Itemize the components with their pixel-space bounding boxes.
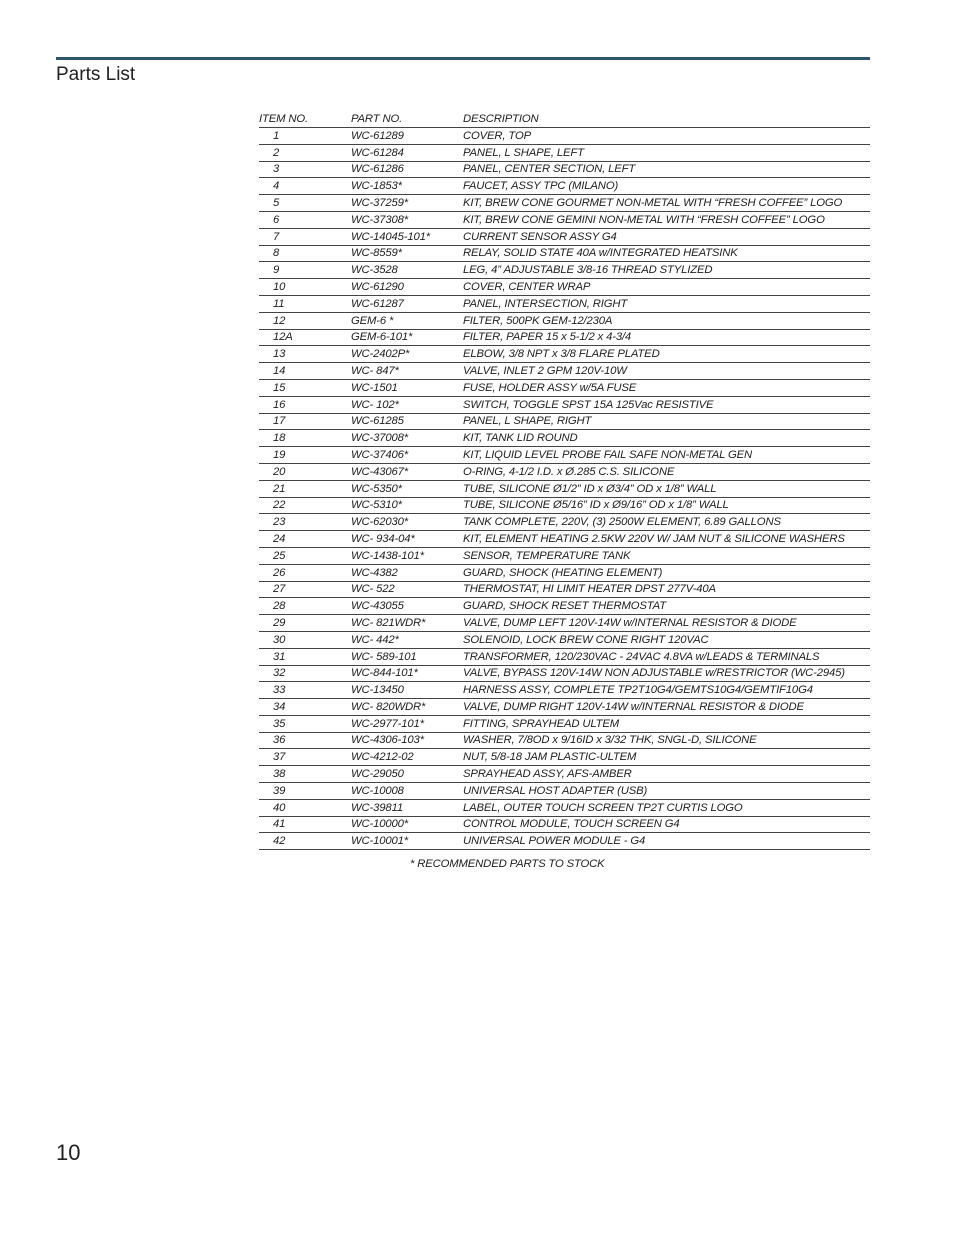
cell-part-no: WC-61289	[351, 128, 463, 145]
cell-description: NUT, 5/8-18 JAM PLASTIC-ULTEM	[463, 749, 870, 766]
cell-description: KIT, BREW CONE GOURMET NON-METAL WITH “FRESH COFFEE” LOGO	[463, 195, 870, 212]
cell-item-no: 14	[259, 363, 351, 380]
cell-part-no: GEM-6 *	[351, 312, 463, 329]
cell-description: VALVE, DUMP LEFT 120V-14W w/INTERNAL RESISTOR & DIODE	[463, 615, 870, 632]
cell-item-no: 28	[259, 598, 351, 615]
cell-item-no: 21	[259, 480, 351, 497]
cell-item-no: 20	[259, 463, 351, 480]
cell-item-no: 27	[259, 581, 351, 598]
cell-part-no: WC-2402P*	[351, 346, 463, 363]
cell-item-no: 6	[259, 211, 351, 228]
table-row	[259, 581, 870, 598]
table-row	[259, 262, 870, 279]
cell-item-no: 8	[259, 245, 351, 262]
cell-part-no: WC- 102*	[351, 396, 463, 413]
table-row	[259, 447, 870, 464]
cell-part-no: WC-14045-101*	[351, 228, 463, 245]
cell-item-no: 24	[259, 531, 351, 548]
cell-description: TUBE, SILICONE Ø1/2” ID x Ø3/4” OD x 1/8” WALL	[463, 480, 870, 497]
cell-item-no: 26	[259, 564, 351, 581]
cell-part-no: WC-37308*	[351, 211, 463, 228]
cell-item-no: 37	[259, 749, 351, 766]
header-rule	[56, 57, 870, 60]
cell-part-no: WC-5310*	[351, 497, 463, 514]
cell-item-no: 12	[259, 312, 351, 329]
table-row	[259, 749, 870, 766]
cell-description: FITTING, SPRAYHEAD ULTEM	[463, 715, 870, 732]
cell-item-no: 34	[259, 699, 351, 716]
cell-description: PANEL, L SHAPE, RIGHT	[463, 413, 870, 430]
footnote: * RECOMMENDED PARTS TO STOCK	[410, 858, 605, 870]
cell-description: WASHER, 7/8OD x 9/16ID x 3/32 THK, SNGL-D, SILICONE	[463, 732, 870, 749]
cell-description: FUSE, HOLDER ASSY w/5A FUSE	[463, 379, 870, 396]
page-number: 10	[56, 1140, 81, 1165]
table-row	[259, 430, 870, 447]
table-row	[259, 799, 870, 816]
table-row	[259, 128, 870, 145]
table-row	[259, 211, 870, 228]
cell-part-no: WC-43055	[351, 598, 463, 615]
cell-part-no: WC-62030*	[351, 514, 463, 531]
cell-item-no: 35	[259, 715, 351, 732]
cell-part-no: WC- 821WDR*	[351, 615, 463, 632]
cell-description: KIT, BREW CONE GEMINI NON-METAL WITH “FRESH COFFEE” LOGO	[463, 211, 870, 228]
cell-item-no: 40	[259, 799, 351, 816]
cell-item-no: 7	[259, 228, 351, 245]
table-row	[259, 514, 870, 531]
cell-item-no: 10	[259, 279, 351, 296]
cell-description: COVER, CENTER WRAP	[463, 279, 870, 296]
cell-description: HARNESS ASSY, COMPLETE TP2T10G4/GEMTS10G4/GEMTIF10G4	[463, 682, 870, 699]
cell-part-no: WC-1501	[351, 379, 463, 396]
cell-description: KIT, LIQUID LEVEL PROBE FAIL SAFE NON-METAL GEN	[463, 447, 870, 464]
table-row	[259, 295, 870, 312]
cell-item-no: 17	[259, 413, 351, 430]
cell-part-no: WC-43067*	[351, 463, 463, 480]
table-row	[259, 732, 870, 749]
cell-description: PANEL, L SHAPE, LEFT	[463, 144, 870, 161]
table-row	[259, 598, 870, 615]
cell-description: VALVE, BYPASS 120V-14W NON ADJUSTABLE w/RESTRICTOR (WC-2945)	[463, 665, 870, 682]
cell-part-no: WC-844-101*	[351, 665, 463, 682]
cell-part-no: WC-3528	[351, 262, 463, 279]
cell-part-no: WC-61290	[351, 279, 463, 296]
cell-description: RELAY, SOLID STATE 40A w/INTEGRATED HEATSINK	[463, 245, 870, 262]
table-row	[259, 413, 870, 430]
cell-description: PANEL, INTERSECTION, RIGHT	[463, 295, 870, 312]
cell-part-no: WC-10000*	[351, 816, 463, 833]
cell-description: O-RING, 4-1/2 I.D. x Ø.285 C.S. SILICONE	[463, 463, 870, 480]
table-row	[259, 161, 870, 178]
cell-part-no: WC-61285	[351, 413, 463, 430]
table-row	[259, 144, 870, 161]
cell-part-no: WC-1438-101*	[351, 547, 463, 564]
cell-part-no: WC- 847*	[351, 363, 463, 380]
cell-description: KIT, TANK LID ROUND	[463, 430, 870, 447]
cell-part-no: WC-39811	[351, 799, 463, 816]
cell-description: TRANSFORMER, 120/230VAC - 24VAC 4.8VA w/LEADS & TERMINALS	[463, 648, 870, 665]
cell-item-no: 16	[259, 396, 351, 413]
cell-item-no: 32	[259, 665, 351, 682]
table-row	[259, 699, 870, 716]
cell-item-no: 33	[259, 682, 351, 699]
cell-part-no: WC-4382	[351, 564, 463, 581]
cell-part-no: WC-61284	[351, 144, 463, 161]
table-row	[259, 279, 870, 296]
cell-item-no: 36	[259, 732, 351, 749]
cell-part-no: WC-2977-101*	[351, 715, 463, 732]
table-row	[259, 363, 870, 380]
cell-description: GUARD, SHOCK RESET THERMOSTAT	[463, 598, 870, 615]
table-row	[259, 312, 870, 329]
cell-part-no: WC-5350*	[351, 480, 463, 497]
cell-item-no: 23	[259, 514, 351, 531]
table-row	[259, 564, 870, 581]
table-row	[259, 379, 870, 396]
cell-part-no: WC- 589-101	[351, 648, 463, 665]
cell-part-no: WC- 522	[351, 581, 463, 598]
cell-description: TUBE, SILICONE Ø5/16” ID x Ø9/16” OD x 1/8” WALL	[463, 497, 870, 514]
cell-description: COVER, TOP	[463, 128, 870, 145]
cell-item-no: 38	[259, 766, 351, 783]
cell-description: LEG, 4” ADJUSTABLE 3/8-16 THREAD STYLIZED	[463, 262, 870, 279]
table-row	[259, 178, 870, 195]
cell-description: FILTER, PAPER 15 x 5-1/2 x 4-3/4	[463, 329, 870, 346]
cell-item-no: 3	[259, 161, 351, 178]
column-header-description: DESCRIPTION	[463, 111, 870, 128]
cell-item-no: 22	[259, 497, 351, 514]
cell-item-no: 41	[259, 816, 351, 833]
cell-item-no: 31	[259, 648, 351, 665]
cell-part-no: WC-1853*	[351, 178, 463, 195]
cell-description: VALVE, DUMP RIGHT 120V-14W w/INTERNAL RESISTOR & DIODE	[463, 699, 870, 716]
table-row	[259, 228, 870, 245]
parts-table-body	[259, 128, 870, 850]
cell-part-no: WC-8559*	[351, 245, 463, 262]
cell-part-no: WC-61287	[351, 295, 463, 312]
cell-description: FILTER, 500PK GEM-12/230A	[463, 312, 870, 329]
cell-part-no: WC-10001*	[351, 833, 463, 850]
column-header-item: ITEM NO.	[259, 111, 351, 128]
cell-description: CONTROL MODULE, TOUCH SCREEN G4	[463, 816, 870, 833]
cell-item-no: 30	[259, 631, 351, 648]
cell-description: GUARD, SHOCK (HEATING ELEMENT)	[463, 564, 870, 581]
cell-part-no: WC-10008	[351, 783, 463, 800]
table-row	[259, 497, 870, 514]
cell-description: VALVE, INLET 2 GPM 120V-10W	[463, 363, 870, 380]
table-row	[259, 346, 870, 363]
table-row	[259, 329, 870, 346]
table-row	[259, 195, 870, 212]
cell-description: KIT, ELEMENT HEATING 2.5KW 220V W/ JAM NUT & SILICONE WASHERS	[463, 531, 870, 548]
table-row	[259, 463, 870, 480]
cell-description: SPRAYHEAD ASSY, AFS-AMBER	[463, 766, 870, 783]
cell-description: PANEL, CENTER SECTION, LEFT	[463, 161, 870, 178]
cell-description: THERMOSTAT, HI LIMIT HEATER DPST 277V-40A	[463, 581, 870, 598]
table-header-row	[259, 111, 870, 128]
cell-item-no: 1	[259, 128, 351, 145]
cell-part-no: WC-37259*	[351, 195, 463, 212]
cell-description: UNIVERSAL HOST ADAPTER (USB)	[463, 783, 870, 800]
cell-description: LABEL, OUTER TOUCH SCREEN TP2T CURTIS LOGO	[463, 799, 870, 816]
cell-part-no: WC-4306-103*	[351, 732, 463, 749]
table-row	[259, 531, 870, 548]
table-row	[259, 396, 870, 413]
table-row	[259, 682, 870, 699]
page-title: Parts List	[56, 64, 136, 85]
table-row	[259, 665, 870, 682]
cell-item-no: 13	[259, 346, 351, 363]
cell-item-no: 9	[259, 262, 351, 279]
cell-item-no: 42	[259, 833, 351, 850]
cell-description: SWITCH, TOGGLE SPST 15A 125Vac RESISTIVE	[463, 396, 870, 413]
cell-description: FAUCET, ASSY TPC (MILANO)	[463, 178, 870, 195]
cell-item-no: 2	[259, 144, 351, 161]
cell-part-no: GEM-6-101*	[351, 329, 463, 346]
cell-item-no: 19	[259, 447, 351, 464]
cell-part-no: WC-61286	[351, 161, 463, 178]
table-row	[259, 766, 870, 783]
cell-description: UNIVERSAL POWER MODULE - G4	[463, 833, 870, 850]
cell-description: SENSOR, TEMPERATURE TANK	[463, 547, 870, 564]
cell-item-no: 18	[259, 430, 351, 447]
cell-part-no: WC- 934-04*	[351, 531, 463, 548]
table-row	[259, 816, 870, 833]
column-header-part	[351, 111, 463, 128]
cell-description: CURRENT SENSOR ASSY G4	[463, 228, 870, 245]
table-row	[259, 648, 870, 665]
cell-item-no: 25	[259, 547, 351, 564]
table-row	[259, 833, 870, 850]
table-row	[259, 783, 870, 800]
cell-part-no: WC- 820WDR*	[351, 699, 463, 716]
cell-description: TANK COMPLETE, 220V, (3) 2500W ELEMENT, 6.89 GALLONS	[463, 514, 870, 531]
column-header-part-label: PART NO.	[351, 113, 403, 125]
table-row	[259, 615, 870, 632]
table-row	[259, 547, 870, 564]
cell-part-no: WC-37406*	[351, 447, 463, 464]
cell-part-no: WC-37008*	[351, 430, 463, 447]
cell-description: ELBOW, 3/8 NPT x 3/8 FLARE PLATED	[463, 346, 870, 363]
table-row	[259, 715, 870, 732]
cell-item-no: 39	[259, 783, 351, 800]
cell-item-no: 15	[259, 379, 351, 396]
cell-item-no: 5	[259, 195, 351, 212]
cell-item-no: 11	[259, 295, 351, 312]
parts-table	[259, 111, 870, 850]
cell-part-no: WC- 442*	[351, 631, 463, 648]
table-row	[259, 480, 870, 497]
cell-item-no: 29	[259, 615, 351, 632]
cell-item-no: 12A	[259, 329, 351, 346]
cell-part-no: WC-4212-02	[351, 749, 463, 766]
cell-item-no: 4	[259, 178, 351, 195]
cell-part-no: WC-29050	[351, 766, 463, 783]
cell-part-no: WC-13450	[351, 682, 463, 699]
cell-description: SOLENOID, LOCK BREW CONE RIGHT 120VAC	[463, 631, 870, 648]
table-row	[259, 245, 870, 262]
table-row	[259, 631, 870, 648]
